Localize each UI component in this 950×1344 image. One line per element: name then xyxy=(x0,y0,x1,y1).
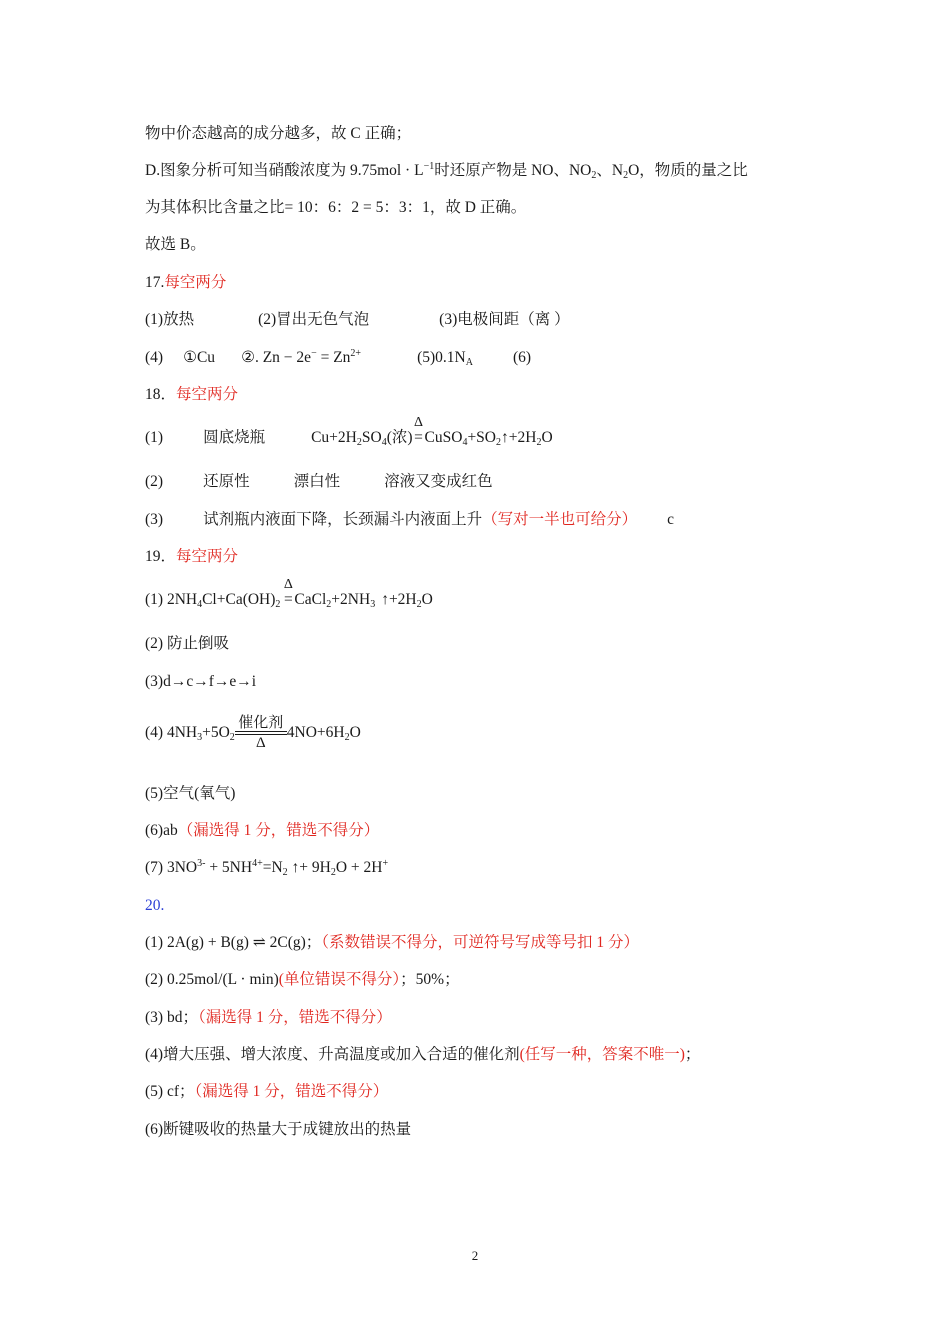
q19-row-7: (7) $3NO^{3-} + 5NH^{4+}=N_2$ ↑+ $9H_2O + 2H^+$ xyxy=(145,858,389,878)
catalyst-condition: 催化剂 Δ xyxy=(235,715,287,751)
text-line: 物中价态越高的成分越多，故 C 正确； xyxy=(145,125,412,142)
q17-heading: 17.每空两分 xyxy=(145,274,227,291)
q19-row-2: (2) 防止倒吸 xyxy=(145,635,229,652)
q20-row-2: (2) 0.25mol/(L · min)(单位错误不得分）；50%； xyxy=(145,971,460,988)
text-line: 故选 B。 xyxy=(145,236,206,253)
q20-row-4: (4)增大压强、增大浓度、升高温度或加入合适的催化剂(任写一种，答案不唯一)； xyxy=(145,1046,701,1063)
q19-row-4: (4) $4NH_3+5O_2$ 催化剂 Δ $4NO+6H_2O$ xyxy=(145,715,361,752)
q19-row-1: (1) $2NH_4Cl+Ca(OH)_2$ Δ = $CaCl_2+2NH_3$ $↑+2H_2O$ xyxy=(145,577,433,610)
q17-row-1: (1)放热 (2)冒出无色气泡 (3)电极间距（离 ） xyxy=(145,311,570,328)
heat-condition: Δ = xyxy=(283,577,293,608)
q20-heading: 20. xyxy=(145,897,165,914)
q20-row-1: (1) 2A(g) + B(g) ⇌ 2C(g)；（系数错误不得分，可逆符号写成等号扣 1 分） xyxy=(145,934,640,951)
q20-row-3: (3) bd；（漏选得 1 分，错选不得分） xyxy=(145,1009,392,1026)
q19-row-3: (3)d→c→f→e→i xyxy=(145,673,257,690)
q18-row-2: (2) 还原性 漂白性 溶液又变成红色 xyxy=(145,473,493,490)
q18-heading: 18．每空两分 xyxy=(145,386,239,403)
q20-row-5: (5) cf；（漏选得 1 分，错选不得分） xyxy=(145,1083,389,1100)
q20-row-6: (6)断键吸收的热量大于成键放出的热量 xyxy=(145,1121,412,1138)
page-number: 2 xyxy=(471,1248,479,1263)
q19-heading: 19．每空两分 xyxy=(145,548,239,565)
q19-row-6: (6)ab（漏选得 1 分，错选不得分） xyxy=(145,822,380,839)
q18-row-1: (1) 圆底烧瓶 $Cu+2H_2SO_4$(浓) Δ = $CuSO_4+SO_2↑+2H_2O$ xyxy=(145,415,553,448)
text-line: 为其体积比含量之比= 10：6：2 = 5：3：1，故 D 正确。 xyxy=(145,199,527,216)
heat-condition: Δ = xyxy=(414,415,424,446)
q18-row-3: (3) 试剂瓶内液面下降，长颈漏斗内液面上升（写对一半也可给分） c xyxy=(145,511,674,528)
text-line: D.图象分析可知当硝酸浓度为 $9.75mol \cdot L^{-1}$时还原产物是 NO、$NO_2$、$N_2O$，物质的量之比 xyxy=(145,161,748,181)
q17-row-2: (4) ①Cu ②. $Zn - 2e^- = Zn^{2+}$ $(5)0.1N_A$ (6) xyxy=(145,348,532,368)
q19-row-5: (5)空气(氧气) xyxy=(145,785,236,802)
